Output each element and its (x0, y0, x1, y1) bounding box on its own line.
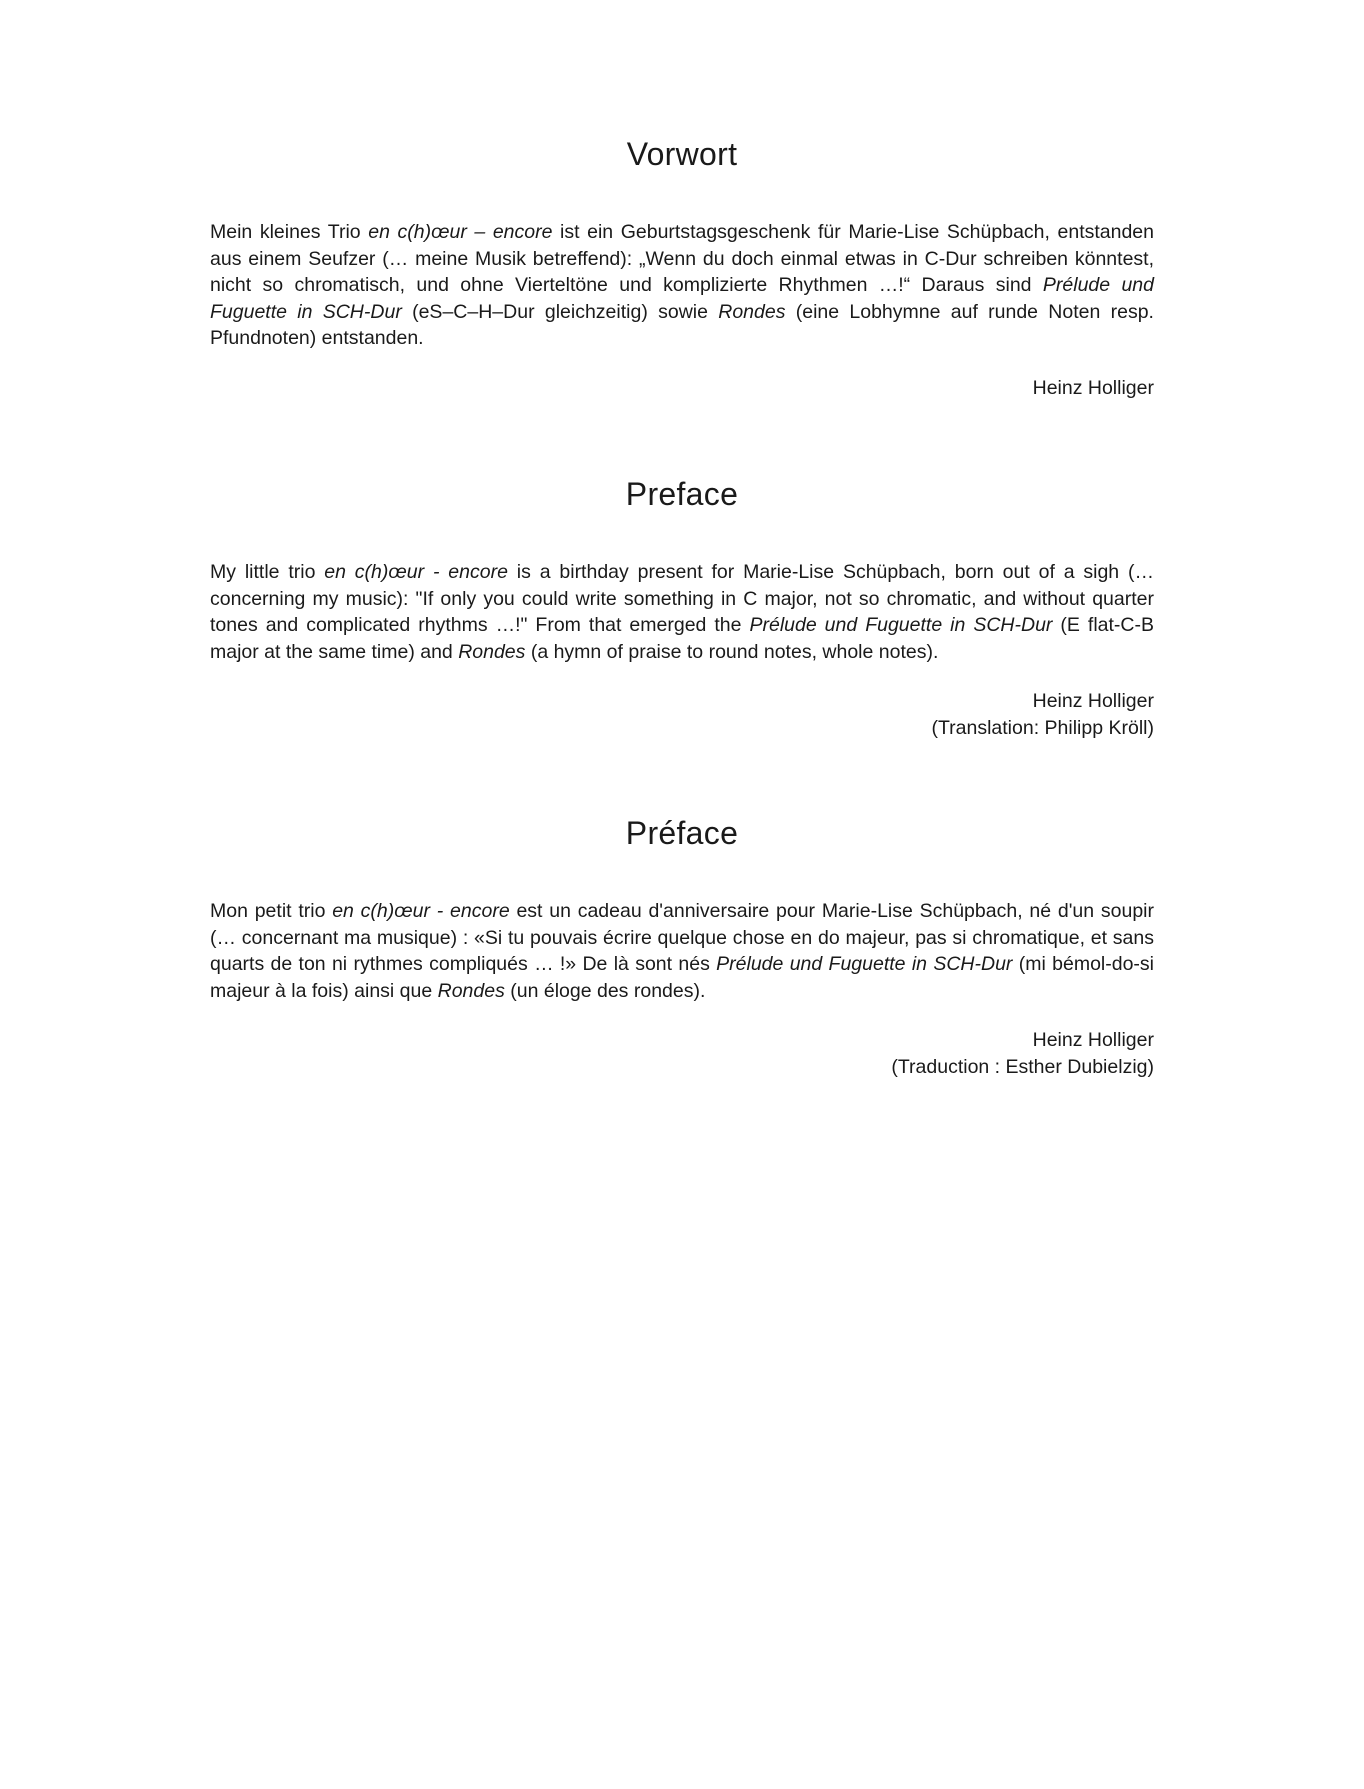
italic-title: Rondes (718, 300, 786, 323)
text-run: (un éloge des rondes). (504, 979, 706, 1002)
italic-title: en c(h)œur - encore (332, 900, 510, 922)
section-heading: Préface (625, 815, 739, 851)
text-run: est un cadeau d'anniversaire pour Marie-Lise Schüpbach, né d'un soupir (… concernant ma musique) : «Si tu pouvais écrire quelque chose en do majeur, pas si chromatique, et sans quarts de ton ni rythmes compliqués … !» De là sont nés (210, 900, 1154, 975)
section-heading: Preface (625, 476, 739, 512)
italic-title: Rondes (437, 979, 505, 1002)
text-run: (mi bémol-do-si majeur à la fois) ainsi que (210, 953, 1155, 1002)
translator-credit: (Traduction : Esther Dubielzig) (891, 1055, 1154, 1078)
author-name: Heinz Holliger (1032, 1029, 1154, 1051)
section-heading: Vorwort (626, 136, 738, 172)
section-paragraph (210, 898, 1154, 1004)
italic-title: Prélude und Fuguette in SCH-Dur (716, 953, 1013, 975)
italic-title: en c(h)œur - encore (324, 561, 508, 583)
text-run: Mon petit trio (210, 900, 333, 922)
text-run: (eS–C–H–Dur gleichzeitig) sowie (401, 300, 719, 323)
italic-title: Rondes (458, 640, 526, 663)
signature (210, 375, 1154, 402)
author-name: Heinz Holliger (1032, 376, 1154, 399)
text-run: (a hymn of praise to round notes, whole notes). (525, 640, 939, 663)
translator-credit: (Translation: Philipp Kröll) (931, 716, 1154, 739)
text-run: My little trio (210, 561, 325, 583)
text-run: (E flat-C-B major at the same time) and (210, 614, 1154, 663)
italic-title: en c(h)œur – encore (368, 221, 553, 243)
section-paragraph (210, 559, 1154, 665)
author-name: Heinz Holliger (1032, 690, 1154, 712)
signature (210, 1027, 1154, 1080)
text-run: ist ein Geburtstagsgeschenk für Marie-Lise Schüpbach, entstanden aus einem Seufzer (… meine Musik betreffend): „Wenn du doch einmal etwas in C-Dur schreiben könntest, nicht so chromatisch, und ohne Vierteltöne und komplizierte Rhythmen …!“ Daraus sind (210, 221, 1154, 296)
signature (210, 688, 1154, 741)
section-paragraph (210, 219, 1154, 352)
section-vorwort (210, 134, 1154, 401)
text-run: is a birthday present for Marie-Lise Schüpbach, born out of a sigh (… concerning my music): "If only you could write something in C major, not so chromatic, and without quarter tones and complicated rhythms …!" From that emerged the (210, 561, 1154, 636)
section-preface (210, 474, 1154, 741)
section-preface-fr (210, 813, 1154, 1080)
text-run: (eine Lobhymne auf runde Noten resp. Pfundnoten) entstanden. (210, 300, 1154, 349)
text-run: Mein kleines Trio (210, 221, 369, 243)
italic-title: Prélude und Fuguette in SCH-Dur (749, 614, 1053, 636)
italic-title: Prélude und Fuguette in SCH-Dur (210, 274, 1154, 323)
